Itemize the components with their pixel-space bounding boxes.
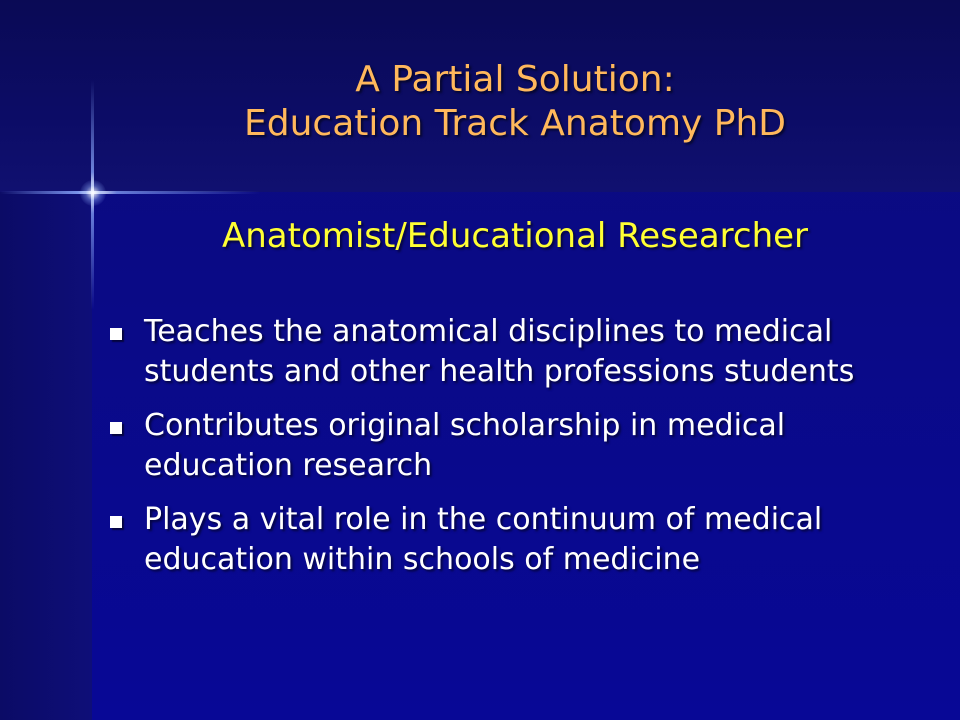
bullet-text: Teaches the anatomical disciplines to medical students and other health professions students [144, 314, 855, 389]
square-bullet-icon [110, 328, 122, 340]
bullet-text: Contributes original scholarship in medical education research [144, 408, 786, 483]
slide-subtitle: Anatomist/Educational Researcher [221, 216, 809, 256]
bullet-item [108, 406, 928, 486]
star-cross-icon [0, 191, 260, 194]
slide-title-line-1: A Partial Solution: [355, 59, 675, 100]
bullet-list [108, 312, 928, 594]
bullet-item [108, 312, 928, 392]
slide-title-line-2: Education Track Anatomy PhD [243, 103, 787, 144]
star-glow [80, 180, 106, 206]
left-accent-strip [0, 192, 92, 720]
square-bullet-icon [110, 422, 122, 434]
bullet-item [108, 500, 928, 580]
slide-title [150, 58, 880, 146]
square-bullet-icon [110, 516, 122, 528]
bullet-text: Plays a vital role in the continuum of medical education within schools of medicine [144, 502, 823, 577]
